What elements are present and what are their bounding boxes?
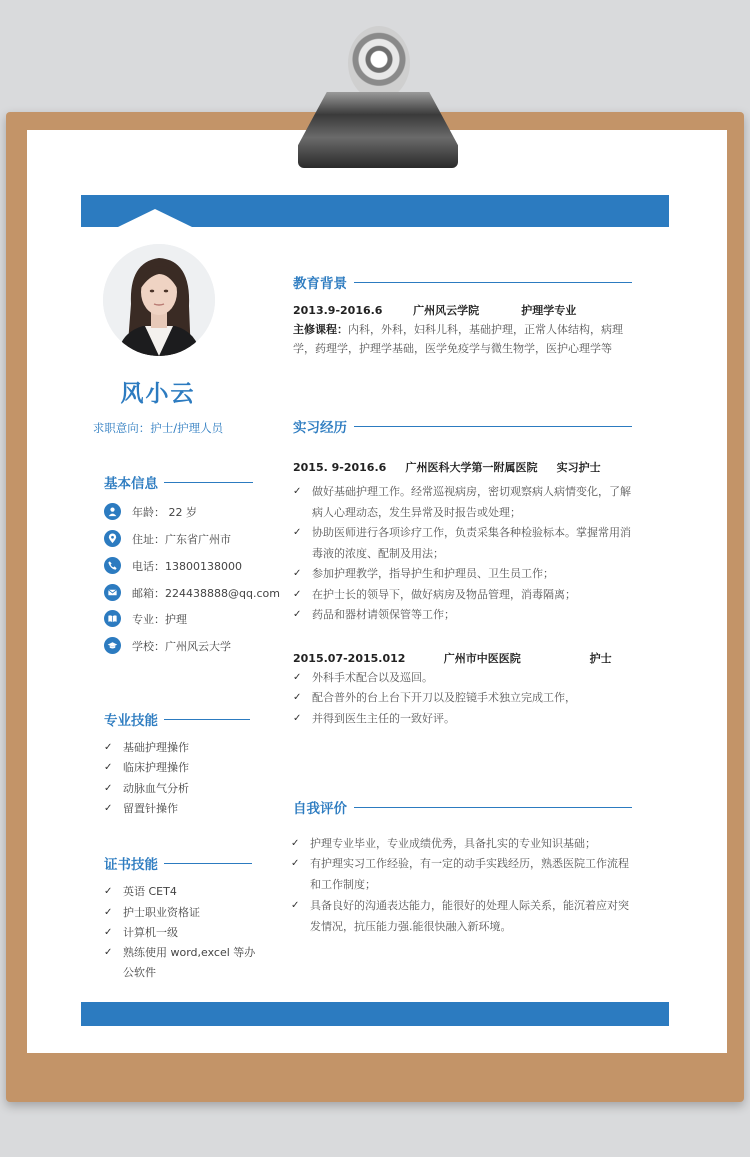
skills-heading: 专业技能: [104, 709, 250, 729]
duty-item: ✓ 协助医师进行各项诊疗工作，负责采集各种检验标本。掌握常用消毒液的浓度、配制及用法；: [293, 522, 633, 564]
info-address: 住址：广东省广州市: [104, 530, 231, 547]
self-eval-heading: 自我评价: [293, 797, 632, 817]
job-objective: 求职意向：护士/护理人员: [92, 421, 224, 435]
duty-item: ✓ 做好基础护理工作。经常巡视病房，密切观察病人病情变化，了解病人心理动态，发生异常及时报告或处理；: [293, 481, 633, 523]
book-icon: [104, 610, 121, 627]
footer-bar: [81, 1002, 669, 1026]
checkmark-icon: ✓: [291, 858, 300, 869]
info-age: 年龄： 22 岁: [104, 503, 197, 520]
duty-item: ✓ 并得到医生主任的一致好评。: [293, 708, 633, 729]
internship-1-summary: 2015. 9-2016.6 广州医科大学第一附属医院 实习护士: [293, 461, 601, 474]
checkmark-icon: ✓: [293, 672, 302, 683]
checkmark-icon: ✓: [104, 803, 113, 814]
checkmark-icon: ✓: [293, 713, 302, 724]
checkmark-icon: ✓: [104, 947, 113, 958]
certificate-item: ✓ 熟练使用 word,excel 等办公软件: [104, 943, 256, 983]
checkmark-icon: ✓: [104, 783, 113, 794]
duty-item: ✓ 外科手术配合以及巡回。: [293, 667, 633, 688]
info-school: 学校：广州风云大学: [104, 637, 231, 654]
checkmark-icon: ✓: [291, 900, 300, 911]
checkmark-icon: ✓: [293, 568, 302, 579]
heading-rule: [354, 426, 632, 427]
self-eval-item: ✓ 有护理实习工作经验，有一定的动手实践经历，熟悉医院工作流程和工作制度；: [291, 853, 636, 895]
education-summary: 2013.9-2016.6 广州风云学院 护理学专业: [293, 304, 577, 317]
heading-rule: [354, 807, 632, 808]
skill-item: ✓ 基础护理操作: [104, 738, 189, 758]
heading-rule: [164, 863, 252, 864]
checkmark-icon: ✓: [104, 742, 113, 753]
checkmark-icon: ✓: [293, 609, 302, 620]
header-notch: [118, 209, 192, 227]
binder-clip-ring-icon: [348, 26, 410, 100]
info-phone: 电话：13800138000: [104, 557, 242, 574]
person-icon: [104, 503, 121, 520]
education-heading: 教育背景: [293, 272, 632, 292]
binder-clip-icon: [298, 92, 458, 168]
checkmark-icon: ✓: [104, 927, 113, 938]
basic-info-heading: 基本信息: [104, 472, 253, 492]
education-courses: 主修课程：内科，外科，妇科儿科，基础护理，正常人体结构，病理学，药理学，护理学基础，医学免疫学与微生物学，医护心理学等: [293, 323, 623, 355]
duty-item: ✓ 药品和器材请领保管等工作；: [293, 604, 633, 625]
candidate-name: 风小云: [120, 381, 196, 407]
duty-item: ✓ 配合普外的台上台下开刀以及腔镜手术独立完成工作，: [293, 687, 633, 708]
skill-item: ✓ 留置针操作: [104, 799, 178, 819]
phone-icon: [104, 557, 121, 574]
checkmark-icon: ✓: [104, 907, 113, 918]
info-email: 邮箱：224438888@qq.com: [104, 584, 280, 601]
checkmark-icon: ✓: [293, 486, 302, 497]
checkmark-icon: ✓: [291, 838, 300, 849]
skill-item: ✓ 临床护理操作: [104, 758, 189, 778]
certificate-item: ✓ 计算机一级: [104, 923, 178, 943]
self-eval-item: ✓ 具备良好的沟通表达能力，能很好的处理人际关系，能沉着应对突发情况，抗压能力强.能很快融入新环境。: [291, 895, 636, 937]
checkmark-icon: ✓: [104, 886, 113, 897]
heading-rule: [164, 482, 253, 483]
duty-item: ✓ 在护士长的领导下，做好病房及物品管理，消毒隔离；: [293, 584, 633, 605]
self-eval-item: ✓ 护理专业毕业，专业成绩优秀，具备扎实的专业知识基础；: [291, 833, 636, 854]
internship-heading: 实习经历: [293, 416, 632, 436]
info-major: 专业：护理: [104, 610, 187, 627]
mail-icon: [104, 584, 121, 601]
internship-2-summary: 2015.07-2015.012 广州市中医医院 护士: [293, 652, 612, 665]
avatar: [103, 244, 215, 356]
skill-item: ✓ 动脉血气分析: [104, 779, 189, 799]
checkmark-icon: ✓: [104, 762, 113, 773]
heading-rule: [354, 282, 632, 283]
duty-item: ✓ 参加护理教学，指导护生和护理员、卫生员工作；: [293, 563, 633, 584]
certificates-heading: 证书技能: [104, 853, 252, 873]
graduation-cap-icon: [104, 637, 121, 654]
checkmark-icon: ✓: [293, 589, 302, 600]
checkmark-icon: ✓: [293, 692, 302, 703]
heading-rule: [164, 719, 250, 720]
checkmark-icon: ✓: [293, 527, 302, 538]
certificate-item: ✓ 护士职业资格证: [104, 903, 200, 923]
location-icon: [104, 530, 121, 547]
certificate-item: ✓ 英语 CET4: [104, 882, 177, 902]
